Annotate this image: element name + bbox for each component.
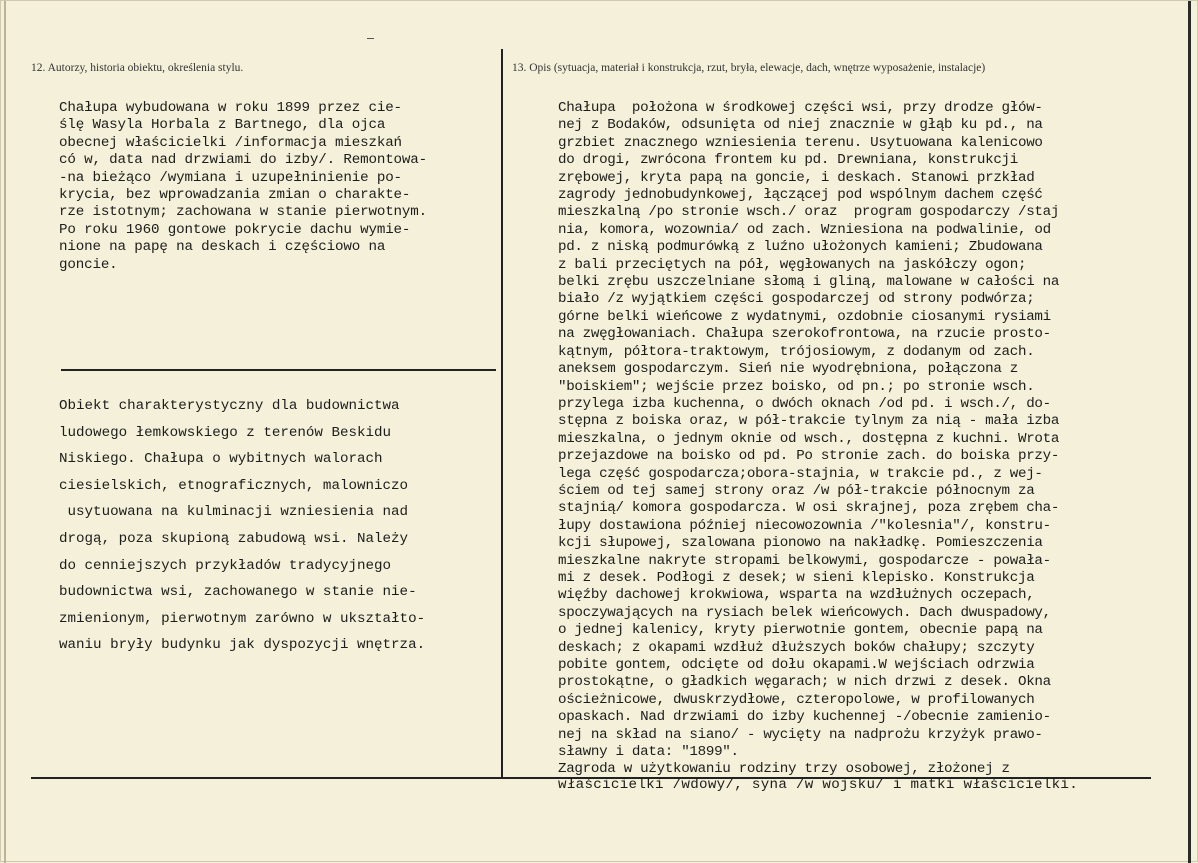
section-13-header: 13. Opis (sytuacja, materiał i konstrukcja, rzut, bryła, elewacje, dach, wnętrze wyposażenie, instalacje)	[512, 62, 986, 74]
section-12-header: 12. Autorzy, historia obiektu, określenia stylu.	[31, 62, 244, 74]
description-last-line: właścicielki /wdowy/, syna /w wojsku/ i matki właścicielki.	[558, 777, 1079, 793]
column-divider	[501, 49, 503, 777]
page-edge-left	[4, 1, 6, 863]
assessment-typed-text: Obiekt charakterystyczny dla budownictwa ludowego łemkowskiego z terenów Beskidu Niskiego. Chałupa o wybitnych walorach ciesielskich, etnograficznych, malowniczo usytuowana na kulminacji wzniesienia nad drogą, poza skupioną zabudową wsi. Należy do cenniejszych przykładów tradycyjnego budownictwa wsi, zachowanego w stanie nie- zmienionym, pierwotnym zarówno w ukształto- waniu bryły budynku jak dyspozycji wnętrza.	[59, 398, 426, 654]
history-typed-text: Chałupa wybudowana w roku 1899 przez cie- ślę Wasyla Horbala z Bartnego, dla ojca obecnej właścicielki /informacja mieszkań có w, data nad drzwiami do izby/. Remontowa- -na bieżąco /wymiana i uzupełninienie po- krycia, bez wprowadzania zmian o charakte- rze istotnym; zachowana w stanie pierwotnym. Po roku 1960 gontowe pokrycie dachu wymie- nione na papę na deskach i częściowo na goncie.	[59, 100, 428, 273]
left-section-divider	[61, 369, 496, 371]
page-edge-right	[1188, 1, 1191, 863]
fold-mark	[367, 38, 374, 39]
description-typed-text: Chałupa położona w środkowej części wsi, przy drodze głów- nej z Bodaków, odsunięta od niej znacznie w głąb ku pd., na grzbiet znacznego wzniesienia terenu. Usytuowana kalenicowo do drogi, zwrócona frontem ku pd. Drewniana, konstrukcji zrębowej, kryta papą na goncie, i deskach. Stanowi przkład zagrody jednobudynkowej, łączącej pod wspólnym dachem część mieszkalną /po stronie wsch./ oraz program gospodarczy /staj nia, komora, wozownia/ od zach. Wzniesiona na podwalinie, od pd. z niską podmurówką z luźno ułożonych kamieni; Zbudowana z bali przeciętych na pół, węgłowanych na jaskółczy ogon; belki zrębu uszczelniane słomą i gliną, malowane w całości na biało /z wyjątkiem części gospodarczej od strony podwórza; górne belki wieńcowe z wydatnymi, ozdobnie ciosanymi rysiami na zwęgłowaniach. Chałupa szerokofrontowa, na rzucie prosto- kątnym, półtora-traktowym, trójosiowym, z dodanym od zach. aneksem gospodarczym. Sień nie wyodrębniona, połączona z "boiskiem"; wejście przez boisko, od pn.; po stronie wsch. przylega izba kuchenna, o dwóch oknach /od pd. i wsch./, do- stępna z boiska oraz, w pół-trakcie tylnym za nią - mała izba mieszkalna, o jednym oknie od wsch., dostępna z kuchni. Wrota przejazdowe na boisko od pd. Po stronie zach. do boiska przy- lega część gospodarcza;obora-stajnia, w trakcie pd., z wej- ściem od tej samej strony oraz /w pół-trakcie północnym za stajnią/ komora gospodarcza. W osi skrajnej, poza zrębem cha- łupy dostawiona później niecowozownia /"kolesnia"/, konstru- kcji słupowej, szalowana pionowo na nakładkę. Pomieszczenia mieszkalne nakryte stropami belkowymi, gospodarcze - powała- mi z desek. Podłogi z desek; w sieni klepisko. Konstrukcja więźby dachowej krokwiowa, wsparta na wzdłużnych oczepach, spoczywających na rysiach belek wieńcowych. Dach dwuspadowy, o jednej kalenicy, kryty pierwotnie gontem, obecnie papą na deskach; z okapami wzdłuż dłuższych boków chałupy; szczyty pobite gontem, odcięte od dołu okapami.W wejściach odrzwia prostokątne, o gładkich węgarach; w nich drzwi z desek. Okna ościeżnicowe, dwuskrzydłowe, czteropolowe, w profilowanych opaskach. Nad drzwiami do izby kuchennej -/obecnie zamienio- nej na skład na siano/ - wycięty na nadprożu krzyżyk prawo- sławny i data: "1899". Zagroda w użytkowaniu rodziny trzy osobowej, złożonej z	[558, 100, 1060, 778]
